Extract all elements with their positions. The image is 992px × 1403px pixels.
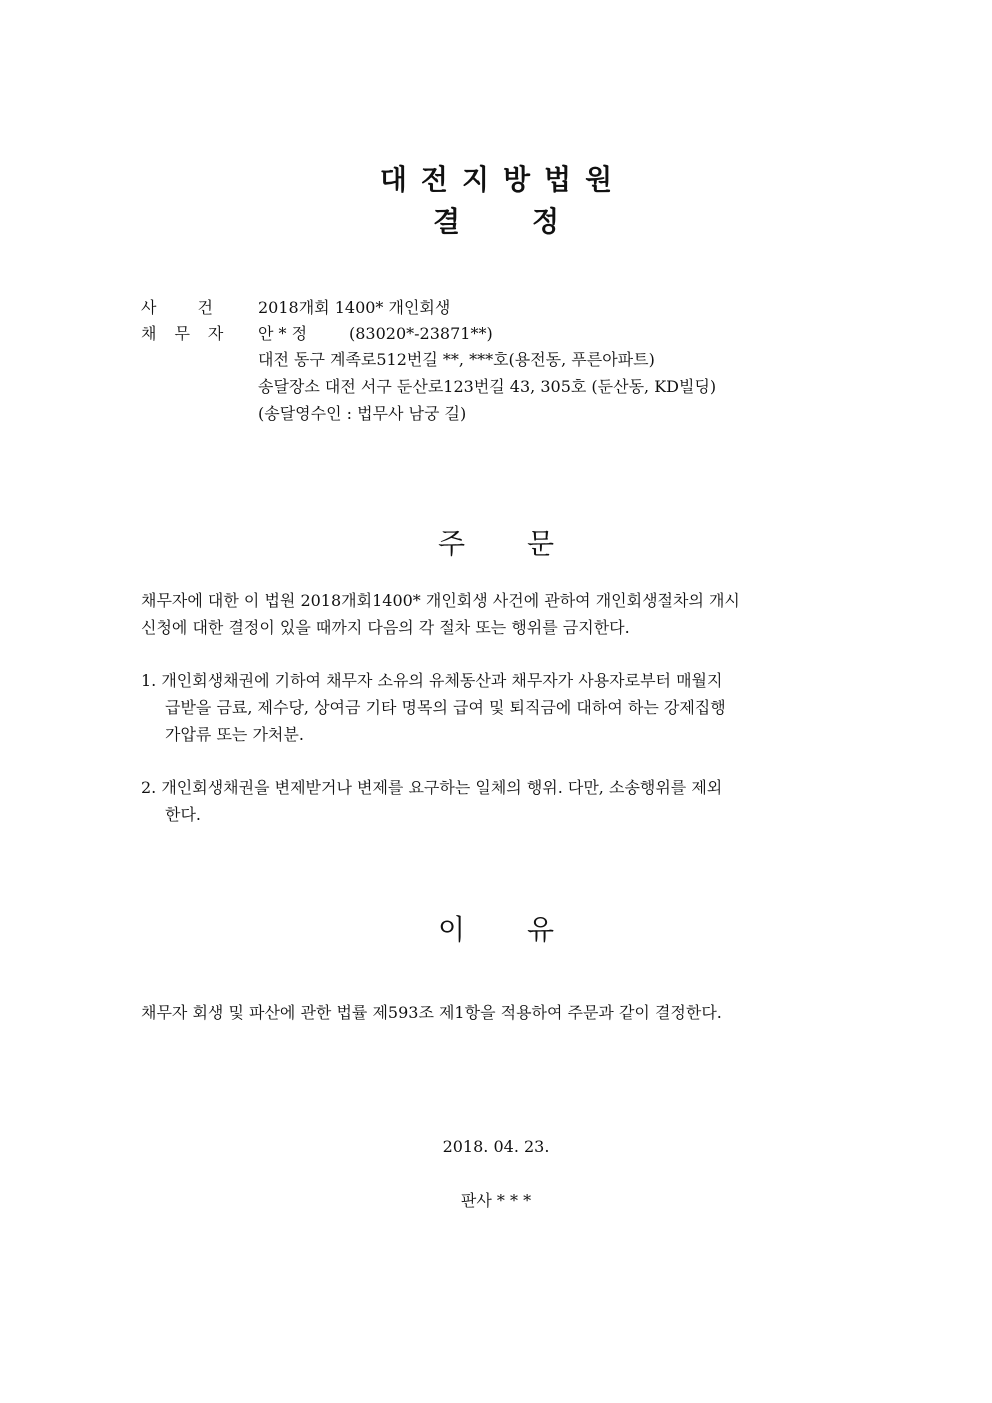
debtor-id: (83020*-23871**) <box>349 324 493 343</box>
order-item-1-line: 급받을 금료, 제수당, 상여금 기타 명목의 급여 및 퇴직금에 대하여 하는 강제집행 <box>165 698 726 717</box>
reason-heading: 이유 <box>437 913 617 946</box>
debtor-name: 안 * 정 <box>258 324 308 343</box>
judge-signature: 판사 * * * <box>460 1191 532 1210</box>
debtor-delivery-address: 송달장소 대전 서구 둔산로123번길 43, 305호 (둔산동, KD빌딩) <box>258 377 717 396</box>
order-intro-line: 신청에 대한 결정이 있을 때까지 다음의 각 절차 또는 행위를 금지한다. <box>141 618 630 637</box>
document-title: 결정 <box>432 205 632 238</box>
reason-text: 채무자 회생 및 파산에 관한 법률 제593조 제1항을 적용하여 주문과 같이 결정한다. <box>141 1003 722 1022</box>
order-item-2-line: 한다. <box>165 805 201 824</box>
order-item-1-line: 가압류 또는 가처분. <box>165 725 304 744</box>
decision-date: 2018. 04. 23. <box>442 1137 550 1156</box>
case-number: 2018개회 1400* 개인회생 <box>258 298 451 317</box>
case-label: 사 건 <box>141 298 231 317</box>
debtor-label: 채무자 <box>141 324 242 343</box>
court-name: 대전지방법원 <box>379 163 627 196</box>
order-item-1-line: 1. 개인회생채권에 기하여 채무자 소유의 유체동산과 채무자가 사용자로부터 매월지 <box>141 671 723 690</box>
order-heading: 주문 <box>437 527 617 560</box>
order-item-2-line: 2. 개인회생채권을 변제받거나 변제를 요구하는 일체의 행위. 다만, 소송행위를 제외 <box>141 778 723 797</box>
debtor-recipient: (송달영수인 : 법무사 남궁 길) <box>258 404 467 423</box>
order-intro-line: 채무자에 대한 이 법원 2018개회1400* 개인회생 사건에 관하여 개인회생절차의 개시 <box>141 591 740 610</box>
debtor-address: 대전 동구 계족로512번길 **, ***호(용전동, 푸른아파트) <box>258 350 655 369</box>
